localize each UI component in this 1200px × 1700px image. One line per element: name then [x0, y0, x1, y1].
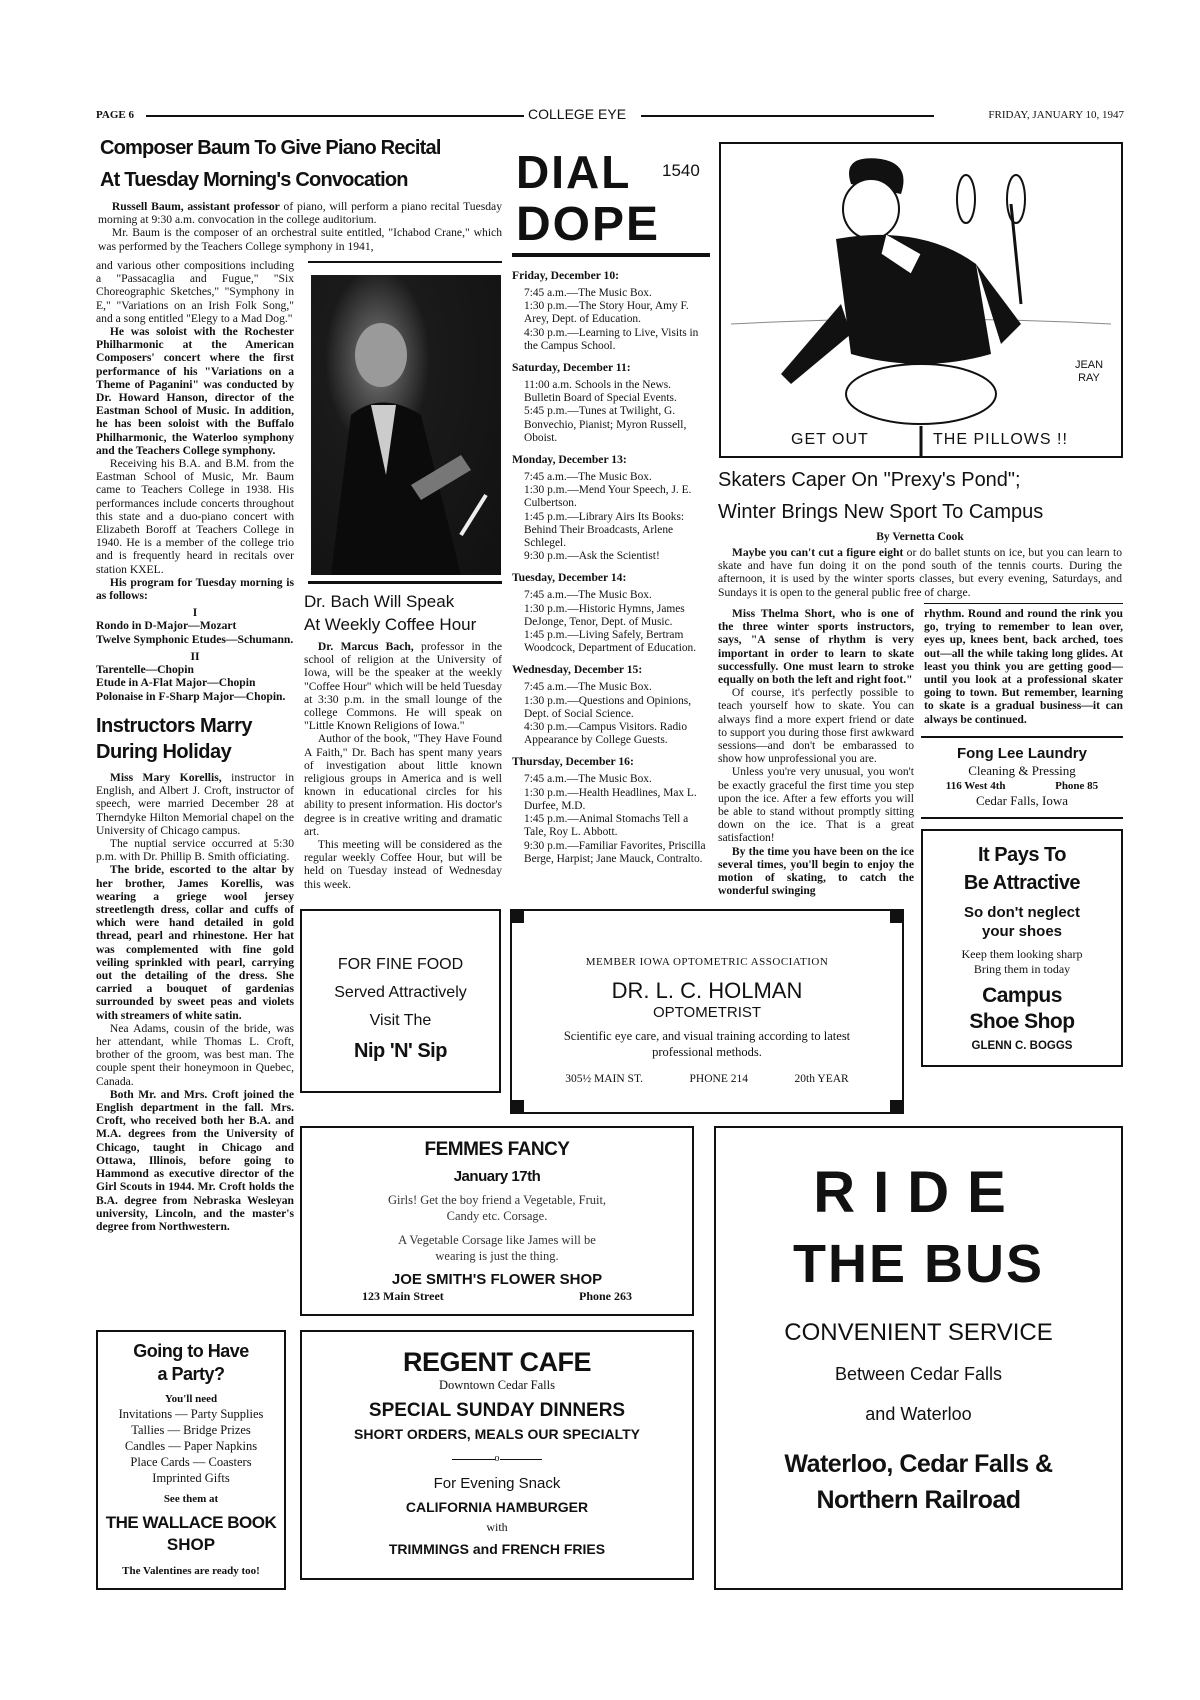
baum-photo — [311, 275, 501, 575]
schedule-item: 7:45 a.m.—The Music Box. — [524, 589, 652, 602]
ad-list-item: Imprinted Gifts — [152, 1471, 230, 1485]
ad-text: Scientific eye care, and visual training according to latest professional methods. — [563, 1029, 851, 1059]
ad-nip-n-sip — [300, 909, 501, 1093]
program-part: I — [192, 606, 198, 620]
ad-shop-name: SHOP — [166, 1535, 216, 1554]
ad-title: FEMMES FANCY — [424, 1139, 570, 1160]
ad-text: The Valentines are ready too! — [122, 1565, 260, 1577]
baum-column — [96, 259, 294, 703]
schedule-item: 1:30 p.m.—Historic Hymns, James DeJonge, Tenor, Dept. of Music. — [524, 602, 685, 628]
schedule-item: 7:45 a.m.—The Music Box. — [524, 287, 652, 299]
logo-dope: DOPE — [516, 198, 661, 251]
ad-text: See them at — [163, 1493, 219, 1505]
ad-fong-lee-laundry — [921, 736, 1123, 819]
paragraph: Author of the book, "They Have Found A Faith," Dr. Bach has spent many years of investigation about little known religious groups in America and is well known in educational circles for his ability to present information. His doctor's degree is in creative writing and dramatic art. — [304, 732, 502, 838]
ad-text: TRIMMINGS and FRENCH FRIES — [388, 1541, 606, 1557]
headline-line: Composer Baum To Give Piano Recital — [100, 137, 441, 159]
ad-list-item: Candles — Paper Napkins — [124, 1439, 258, 1453]
bach-headline — [304, 590, 504, 636]
ad-phone: PHONE 214 — [689, 1073, 748, 1085]
ad-text: with — [486, 1520, 508, 1534]
ad-regent-cafe — [300, 1330, 694, 1580]
schedule-item: 7:45 a.m.—The Music Box. — [524, 681, 652, 694]
pianist-portrait-icon — [311, 275, 501, 575]
ad-phone: Phone 85 — [1055, 780, 1099, 792]
program-item: Tarentelle—Chopin — [96, 663, 194, 677]
ad-title: REGENT CAFE — [402, 1347, 591, 1377]
paragraph: rhythm. Round and round the rink you go, trying to remember to lean over, eyes up, knees bent, back arched, toes out—all the while taking long glides. At least you think you are getting good—until you look at a professional skater going to town. But remember, learning to skate is a gradual business—it can always be continued. — [924, 607, 1123, 726]
skaters-headline — [718, 464, 1123, 528]
ad-address: 116 West 4th — [945, 780, 1006, 792]
ad-shop-name: JOE SMITH'S FLOWER SHOP — [391, 1271, 603, 1288]
paragraph: Nea Adams, cousin of the bride, was her attendant, while Thomas L. Croft, brother of the groom, was best man. The couple spent their honeymoon in Quebec, Canada. — [96, 1021, 294, 1088]
headline-line: At Weekly Coffee Hour — [304, 615, 477, 634]
headline-line: At Tuesday Morning's Convocation — [100, 169, 408, 191]
issue-date: FRIDAY, JANUARY 10, 1947 — [988, 109, 1124, 121]
ad-title: Fong Lee Laundry — [956, 745, 1087, 762]
divider — [308, 581, 502, 584]
schedule-item: 1:30 p.m.—The Story Hour, Amy F. Arey, Dept. of Education. — [524, 300, 689, 326]
schedule-day: Wednesday, December 15: — [512, 663, 643, 677]
ad-shop-name: Campus — [982, 984, 1062, 1007]
schedule-item: Dept. of Social Science. — [524, 707, 634, 720]
skaters-column-1 — [718, 607, 914, 897]
lead-bold: Russell Baum, assistant professor — [111, 200, 280, 213]
ad-text: CALIFORNIA HAMBURGER — [405, 1499, 589, 1515]
bach-article — [304, 640, 502, 891]
schedule-item: 1:45 p.m.—Living Safely, Bertram Woodcock, Department of Education. — [524, 629, 697, 655]
cartoon-signature: JEAN RAY — [1074, 359, 1104, 384]
schedule-day: Monday, December 13: — [512, 453, 627, 467]
ad-title: THE BUS — [792, 1234, 1044, 1294]
schedule-item: 11:00 a.m. Schools in the News. Bulletin Board of Special Events. — [524, 379, 677, 405]
dial-dope-logo — [512, 147, 710, 259]
ad-title: It Pays To — [978, 844, 1066, 866]
ad-campus-shoe-shop — [921, 829, 1123, 1067]
ad-text: 20th YEAR — [794, 1073, 849, 1085]
ad-title: Going to Have — [133, 1341, 249, 1361]
schedule-item: 7:45 a.m.—The Music Box. — [524, 773, 652, 786]
ad-address: 123 Main Street — [362, 1289, 444, 1303]
ad-title: a Party? — [157, 1364, 225, 1384]
ad-shop-name: Nip 'N' Sip — [354, 1040, 447, 1062]
radio-schedule — [512, 261, 710, 866]
skater-drawing-icon — [721, 144, 1121, 456]
logo-dial: DIAL — [516, 146, 632, 198]
schedule-item: 1:30 p.m.—Health Headlines, Max L. Durfee, M.D. — [524, 786, 697, 812]
schedule-item: 4:30 p.m.—Campus Visitors. Radio Appearance by College Guests. — [524, 721, 688, 747]
lead-bold: Maybe you can't cut a figure eight — [731, 546, 904, 559]
ad-text: Cleaning & Pressing — [968, 763, 1076, 778]
skaters-column-2 — [924, 607, 1123, 726]
headline-line: Dr. Bach Will Speak — [304, 592, 455, 611]
lead-bold: Miss Mary Korellis, — [109, 771, 222, 784]
paragraph: His program for Tuesday morning is as follows: — [96, 575, 294, 603]
ad-text: and Waterloo — [865, 1404, 972, 1424]
logo-frequency: 1540 — [662, 161, 700, 180]
ad-title: RIDE — [813, 1160, 1024, 1225]
schedule-item: 9:30 p.m.—Familiar Favorites, Priscilla Berge, Harpist; Jane Mauck, Contralto. — [524, 839, 706, 865]
ad-wallace-book-shop — [96, 1330, 286, 1590]
ad-text: CONVENIENT SERVICE — [784, 1319, 1053, 1346]
lead-text: or do ballet stunts on ice, but you can learn to skate and have fun doing it on the pond south of the tennis courts. During the afternoon, it is used by the winter sports classes, but every evening, Saturdays, and Sundays it is open to the general public free of charge. — [718, 546, 1123, 599]
ad-company: Waterloo, Cedar Falls & — [784, 1450, 1053, 1478]
ad-text: SHORT ORDERS, MEALS OUR SPECIALTY — [354, 1426, 640, 1442]
ad-text: Downtown Cedar Falls — [439, 1378, 555, 1392]
ad-text: FOR FINE FOOD — [337, 956, 464, 973]
ad-owner: GLENN C. BOGGS — [971, 1040, 1073, 1052]
ad-subtitle: OPTOMETRIST — [652, 1004, 762, 1021]
schedule-item: 4:30 p.m.—Learning to Live, Visits in the Campus School. — [524, 326, 699, 352]
separator-mark: o — [494, 1453, 500, 1464]
lead-text: instructor in English, and Albert J. Croft, instructor of speech, were married December 28 at Therndyke Hilton Memorial chapel on the University of Chicago campus. — [96, 771, 295, 837]
ad-text: For Evening Snack — [433, 1475, 561, 1492]
marry-headline — [96, 713, 296, 765]
ad-list-item: Place Cards — Coasters — [130, 1455, 252, 1469]
ad-city: Cedar Falls, Iowa — [975, 793, 1069, 808]
ad-company: Northern Railroad — [816, 1486, 1021, 1514]
ad-phone: Phone 263 — [578, 1289, 632, 1303]
ad-text: SPECIAL SUNDAY DINNERS — [368, 1400, 626, 1421]
paragraph: The nuptial service occurred at 5:30 p.m. with Dr. Phillip B. Smith officiating. — [96, 837, 294, 864]
ad-text: MEMBER IOWA OPTOMETRIC ASSOCIATION — [585, 956, 829, 968]
headline-line: Winter Brings New Sport To Campus — [718, 501, 1044, 523]
page-number: PAGE 6 — [96, 109, 134, 121]
schedule-day: Saturday, December 11: — [512, 361, 631, 375]
ad-text: You'll need — [164, 1393, 218, 1405]
paragraph: and various other compositions including a "Passacaglia and Fugue," "Six Choreographic Sketches," "Symphony in E," "Variations on an Irish Folk Song," and a song entitled "Elegy to a Mad Dog." — [96, 259, 294, 325]
paragraph: Mr. Baum is the composer of an orchestral suite entitled, "Ichabod Crane," which was performed by the Teachers College symphony in 1941, — [98, 226, 502, 253]
paragraph: By the time you have been on the ice several times, you'll begin to enjoy the motion of skating, to catch the wonderful swinging — [718, 844, 914, 898]
ad-text: A Vegetable Corsage like James will be wearing is just the thing. — [398, 1233, 596, 1263]
headline-line: Skaters Caper On "Prexy's Pond"; — [718, 469, 1021, 491]
schedule-item: 5:45 p.m.—Tunes at Twilight, G. Bonvechio, Pianist; Myron Russell, Oboist. — [524, 405, 687, 444]
schedule-item: 1:45 p.m.—Library Airs Its Books: Behind Their Broadcasts, Arlene Schlegel. — [524, 510, 685, 550]
paragraph: The bride, escorted to the altar by her brother, James Korellis, was wearing a griege wool jersey streetlength dress, collar and cuffs of which were hand detailed in gold thread, pearl and rhinestone. Her hat was complemented with fine gold veiling sprinkled with pearl, carrying out the detailing of the dress. She carried a bouquet of gardenias surrounded by sweet peas and violets with streamers of white satin. — [96, 863, 294, 1022]
lead-bold: Dr. Marcus Bach, — [317, 640, 414, 653]
ad-shop-name: THE WALLACE BOOK — [105, 1513, 277, 1532]
schedule-item: 9:30 p.m.—Ask the Scientist! — [524, 550, 660, 563]
baum-headline — [100, 132, 504, 196]
ad-list-item: Tallies — Bridge Prizes — [131, 1423, 251, 1437]
schedule-day: Thursday, December 16: — [512, 755, 634, 769]
paragraph: Both Mr. and Mrs. Croft joined the English department in the fall. Mrs. Croft, who received both her B.A. and M.A. degrees from the University of Chicago, taught in Chicago and Ottawa, Illinois, before going to Hammond as executive director of the Girl Scouts in 1944. Mr. Croft holds the B.A. degree from Nebraska Wesleyan university, Lincoln, and the master's degree from Northwestern. — [96, 1087, 294, 1233]
program-part: II — [190, 649, 200, 663]
ad-text: So don't neglect — [963, 904, 1081, 921]
ad-femmes-fancy — [300, 1126, 694, 1316]
ad-title: Be Attractive — [963, 872, 1081, 894]
schedule-day: Friday, December 10: — [512, 269, 619, 282]
cartoon-caption: GET OUT — [791, 431, 869, 448]
skater-cartoon — [719, 142, 1123, 458]
divider — [924, 603, 1123, 604]
ad-dr-holman — [510, 909, 904, 1114]
paragraph: This meeting will be considered as the regular weekly Coffee Hour, but will be held on Tuesday instead of Wednesday this week. — [304, 838, 502, 891]
lead-text: of piano, will perform a piano recital Tuesday morning at 9:30 a.m. convocation in the college auditorium. — [98, 200, 502, 227]
program-item: Twelve Symphonic Etudes—Schumann. — [96, 632, 294, 646]
byline: By Vernetta Cook — [876, 531, 964, 543]
separator — [452, 1453, 542, 1465]
schedule-item: 1:30 p.m.—Mend Your Speech, J. E. Culbertson. — [524, 484, 692, 510]
ad-text: your shoes — [981, 923, 1063, 940]
marry-article — [96, 771, 294, 1233]
ad-text: Girls! Get the boy friend a Vegetable, Fruit, Candy etc. Corsage. — [387, 1193, 607, 1223]
skaters-intro — [718, 546, 1122, 599]
masthead — [96, 108, 1124, 126]
ad-title: DR. L. C. HOLMAN — [611, 978, 803, 1003]
divider — [308, 261, 502, 263]
ad-text: Served Attractively — [334, 984, 467, 1001]
ad-text: Between Cedar Falls — [834, 1364, 1003, 1384]
ad-address: 305½ MAIN ST. — [565, 1073, 643, 1085]
program-item: Rondo in D-Major—Mozart — [96, 619, 237, 633]
ad-ride-the-bus — [714, 1126, 1123, 1590]
baum-intro — [98, 200, 502, 253]
paragraph: Unless you're very unusual, you won't be exactly graceful the first time you step upon the ice. After a few efforts you will be able to stand without promptly sitting down on the ice. That is a great satisfaction! — [718, 765, 914, 845]
ad-text: Visit The — [369, 1012, 432, 1029]
headline-text: Instructors Marry During Holiday — [96, 715, 252, 763]
ad-text: Bring them in today — [973, 962, 1071, 976]
ad-date: January 17th — [453, 1168, 541, 1185]
schedule-item: 1:30 p.m.—Questions and Opinions, — [524, 694, 692, 707]
paragraph: Miss Thelma Short, who is one of the three winter sports instructors, says, "A sense of rhythm is very important in order to learn to skate successfully. One must learn to stroke equally on both the left and right foot." — [718, 607, 914, 687]
schedule-item: 7:45 a.m.—The Music Box. — [524, 471, 652, 484]
schedule-item: 1:45 p.m.—Animal Stomachs Tell a Tale, Roy L. Abbott. — [524, 813, 689, 839]
ad-list-item: Invitations — Party Supplies — [118, 1407, 264, 1421]
ad-text: Keep them looking sharp — [961, 947, 1083, 961]
paragraph: Receiving his B.A. and B.M. from the Eastman School of Music, Mr. Baum came to Teachers College in 1938. His performances include concerts throughout this state and a duo-piano concert with Elizabeth Boroff at Teachers College in 1940. He is a member of the college trio and is frequently heard in recitals over station KXEL. — [96, 457, 294, 576]
program-item: Etude in A-Flat Major—Chopin — [96, 676, 256, 690]
paragraph: Of course, it's perfectly possible to teach yourself how to skate. You can always find a more expert friend or date to support you during those first awkward sessions—and don't be embarassed to show how unprofessional you are. — [718, 686, 914, 766]
program-item: Polonaise in F-Sharp Major—Chopin. — [96, 689, 286, 703]
ad-shop-name: Shoe Shop — [969, 1010, 1075, 1033]
lead-text: professor in the school of religion at the University of Iowa, will be the speaker at the weekly "Coffee Hour" which will be held Tuesday at 3:30 p.m. in the small lounge of the college Commons. He will speak on "Little Known Religions of Iowa." — [304, 640, 502, 733]
schedule-day: Tuesday, December 14: — [512, 571, 627, 585]
paragraph: He was soloist with the Rochester Philharmonic at the American Composers' concert where the first performance of his "Variations on a Theme of Paganini" was conducted by Dr. Howard Hanson, director of the Eastman School of Music. In addition, he has been soloist with the Buffalo Philharmonic, the Waterloo symphony and the Teachers College symphony. — [96, 325, 294, 457]
cartoon-caption: THE PILLOWS !! — [933, 431, 1068, 448]
paper-name: COLLEGE EYE — [528, 106, 627, 122]
